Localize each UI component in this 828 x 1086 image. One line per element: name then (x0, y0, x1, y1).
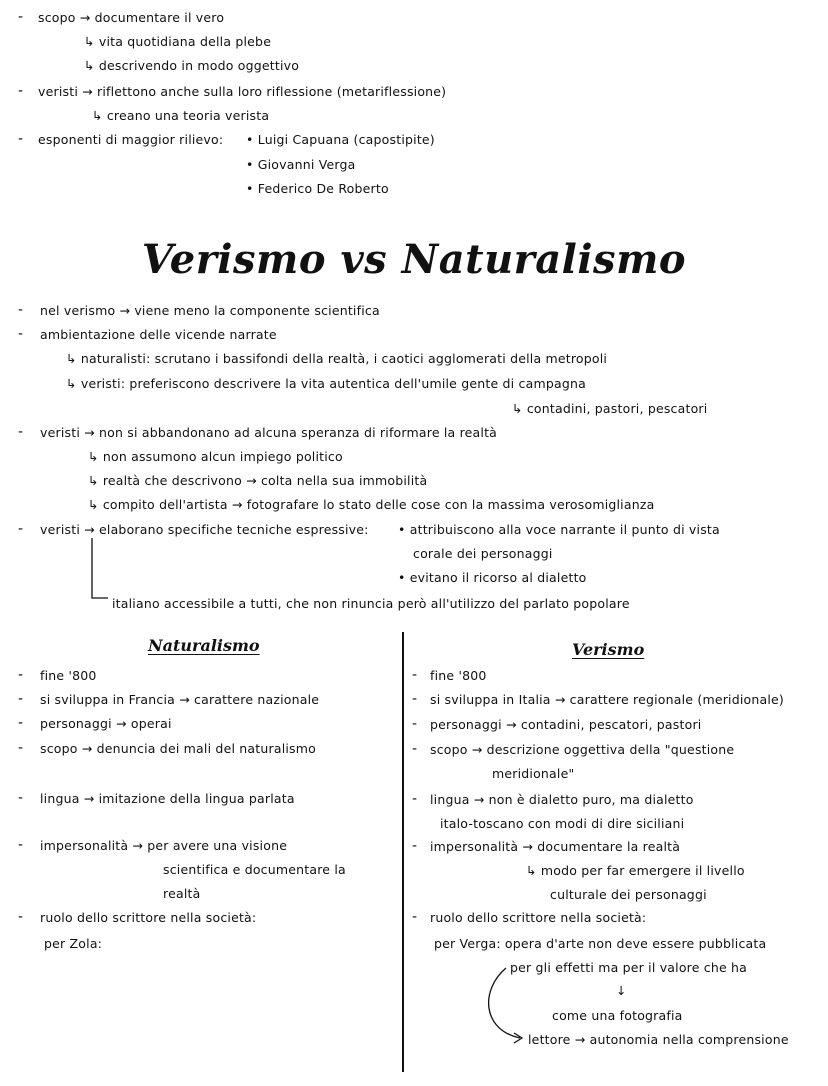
verismo-item: per gli effetti ma per il valore che ha (510, 960, 748, 975)
naturalismo-item: realtà (163, 886, 201, 901)
verismo-item: fine '800 (430, 668, 487, 683)
bullet-dash: - (18, 667, 24, 683)
verismo-item: lettore → autonomia nella comprensione (528, 1032, 789, 1047)
bullet-dash: - (18, 740, 24, 756)
naturalismo-item: personaggi → operai (40, 716, 172, 731)
verismo-item: lingua → non è dialetto puro, ma dialetto (430, 792, 694, 807)
bullet-dash: - (18, 9, 24, 25)
intro-scopo-sub: ↳ descrivendo in modo oggettivo (84, 58, 300, 73)
section-line: nel verismo → viene meno la componente scientifica (40, 303, 380, 318)
naturalismo-item: impersonalità → per avere una visione (40, 838, 288, 853)
naturalismo-item: scopo → denuncia dei mali del naturalismo (40, 741, 316, 756)
verismo-item: come una fotografia (552, 1008, 683, 1023)
verismo-item: italo-toscano con modi di dire siciliani (440, 816, 685, 831)
bracket-connector (92, 538, 108, 598)
verismo-item: personaggi → contadini, pescatori, pastori (430, 717, 702, 732)
bullet-dash: - (412, 741, 418, 757)
bullet-dash: - (18, 790, 24, 806)
intro-veristi: veristi → riflettono anche sulla loro riflessione (metariflessione) (38, 84, 447, 99)
section-sub-line: corale dei personaggi (413, 546, 553, 561)
bullet-dash: - (18, 131, 24, 147)
verismo-heading: Verismo (572, 640, 645, 659)
section-line: ambientazione delle vicende narrate (40, 327, 277, 342)
section-line: veristi → elaborano specifiche tecniche espressive: (40, 522, 369, 537)
verismo-item: si sviluppa in Italia → carattere regionale (meridionale) (430, 692, 784, 707)
bullet-dash: - (412, 909, 418, 925)
bullet-dash: - (18, 302, 24, 318)
naturalismo-item: scientifica e documentare la (163, 862, 346, 877)
bullet-dash: - (18, 715, 24, 731)
section-sub-line: italiano accessibile a tutti, che non rinuncia però all'utilizzo del parlato popolare (112, 596, 630, 611)
bullet-dash: - (18, 521, 24, 537)
bullet-dash: - (18, 837, 24, 853)
bullet-dash: - (412, 716, 418, 732)
section-sub-line: ↳ naturalisti: scrutano i bassifondi della realtà, i caotici agglomerati della metropoli (66, 351, 608, 366)
naturalismo-item: ruolo dello scrittore nella società: (40, 910, 257, 925)
section-line: veristi → non si abbandonano ad alcuna speranza di riformare la realtà (40, 425, 498, 440)
down-arrow: ↓ (616, 983, 627, 998)
curved-arrow (489, 968, 520, 1038)
section-sub-line: ↳ non assumono alcun impiego politico (88, 449, 343, 464)
naturalismo-heading: Naturalismo (148, 636, 260, 655)
esponente-item: • Federico De Roberto (246, 181, 389, 196)
section-sub-line: ↳ realtà che descrivono → colta nella sua immobilità (88, 473, 428, 488)
page-title: Verismo vs Naturalismo (141, 236, 687, 283)
esponente-item: • Giovanni Verga (246, 157, 356, 172)
verismo-item: meridionale" (492, 766, 575, 781)
esponente-item: • Luigi Capuana (capostipite) (246, 132, 435, 147)
naturalismo-item: fine '800 (40, 668, 97, 683)
intro-esponenti: esponenti di maggior rilievo: (38, 132, 224, 147)
verismo-item: culturale dei personaggi (550, 887, 707, 902)
section-sub-line: • evitano il ricorso al dialetto (398, 570, 587, 585)
bullet-dash: - (18, 909, 24, 925)
verismo-item: impersonalità → documentare la realtà (430, 839, 681, 854)
bullet-dash: - (18, 424, 24, 440)
bullet-dash: - (18, 326, 24, 342)
section-sub-line: ↳ compito dell'artista → fotografare lo stato delle cose con la massima verosomiglianza (88, 497, 655, 512)
verismo-item: ruolo dello scrittore nella società: (430, 910, 647, 925)
verismo-item: scopo → descrizione oggettiva della "questione (430, 742, 735, 757)
bullet-dash: - (412, 791, 418, 807)
bullet-dash: - (412, 691, 418, 707)
section-sub-line: ↳ veristi: preferiscono descrivere la vita autentica dell'umile gente di campagna (66, 376, 586, 391)
naturalismo-item: per Zola: (44, 936, 103, 951)
bullet-dash: - (18, 691, 24, 707)
bullet-dash: - (412, 667, 418, 683)
intro-scopo: scopo → documentare il vero (38, 10, 225, 25)
section-sub-line: ↳ contadini, pastori, pescatori (512, 401, 708, 416)
verismo-item: ↳ modo per far emergere il livello (526, 863, 745, 878)
intro-scopo-sub: ↳ vita quotidiana della plebe (84, 34, 272, 49)
section-sub-line: • attribuiscono alla voce narrante il punto di vista (398, 522, 720, 537)
verismo-item: per Verga: opera d'arte non deve essere pubblicata (434, 936, 767, 951)
intro-veristi-sub: ↳ creano una teoria verista (92, 108, 270, 123)
bullet-dash: - (412, 838, 418, 854)
naturalismo-item: si sviluppa in Francia → carattere nazionale (40, 692, 320, 707)
bullet-dash: - (18, 83, 24, 99)
naturalismo-item: lingua → imitazione della lingua parlata (40, 791, 295, 806)
